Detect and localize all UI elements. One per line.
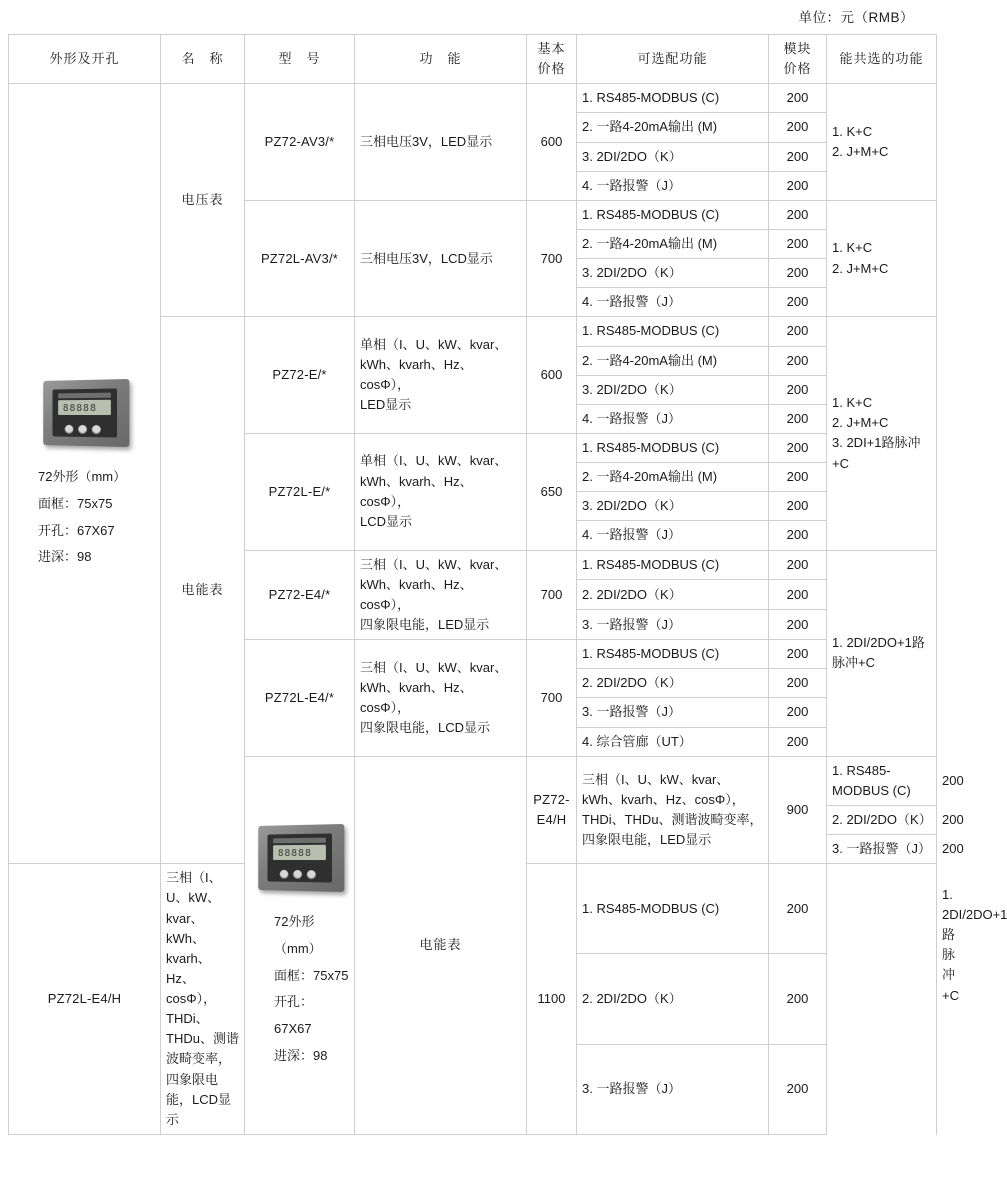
product-price-table xyxy=(8,34,1007,1135)
shape-spec-line: 进深：98 xyxy=(38,549,92,565)
combo-line: 1. 2DI/2DO+1路 xyxy=(832,634,925,650)
option-label: 1. RS485-MODBUS (C) xyxy=(577,433,769,462)
function-pz72l-e4-h xyxy=(161,864,245,1135)
table-row: 88888 72外形（mm） 面框：75x75 开孔：67X67 进深：98 电能表 PZ72-E4/H 三相（I、U、kW、kvar、 kWh、kvarh、Hz、cosΦ）， THDi、THDu、测谐波畸变率， 四象限电能，LED显示 900 1. RS485-MODBUS (C) 200 1. 2DI/2DO+1路 脉冲+C xyxy=(9,756,937,805)
option-price: 200 xyxy=(769,142,827,171)
option-price: 200 xyxy=(769,200,827,229)
option-price: 200 xyxy=(769,640,827,669)
shape-spec-list-b xyxy=(250,909,349,1069)
col-header-base-price xyxy=(527,35,577,84)
option-label: 3. 2DI/2DO（K） xyxy=(577,375,769,404)
shape-cell-72-b xyxy=(245,756,355,1134)
table-row: 3. 一路报警（J） 200 xyxy=(9,835,937,864)
option-label: 4. 综合管廊（UT） xyxy=(577,727,769,756)
option-price: 200 xyxy=(769,375,827,404)
option-label: 2. 2DI/2DO（K） xyxy=(577,954,769,1044)
model-pz72-av3: PZ72-AV3/* xyxy=(245,84,355,201)
combo-line: 1. K+C xyxy=(832,395,873,411)
shape-spec-line: 开孔：67X67 xyxy=(38,522,115,538)
table-row xyxy=(9,84,937,113)
model-pz72-e: PZ72-E/* xyxy=(245,317,355,434)
function-line: 三相（I、U、kW、kvar、 xyxy=(582,771,730,787)
combo-line: 2. J+M+C xyxy=(832,260,889,276)
option-label: 1. RS485-MODBUS (C) xyxy=(577,84,769,113)
shape-spec-line: 面框：75x75 xyxy=(274,967,349,983)
function-line: 三相电压3V，LED显示 xyxy=(360,133,493,149)
combo-line: 2. J+M+C xyxy=(832,144,889,160)
table-header-row xyxy=(9,35,937,84)
option-price: 200 xyxy=(769,404,827,433)
col-header-name: 名 称 xyxy=(161,35,245,84)
option-price: 200 xyxy=(769,84,827,113)
combo-line: 1. K+C xyxy=(832,240,873,256)
option-price: 200 xyxy=(769,492,827,521)
model-pz72l-e: PZ72L-E/* xyxy=(245,433,355,550)
combo-energy-group-2 xyxy=(827,550,937,756)
option-price: 200 xyxy=(769,259,827,288)
col-header-shape: 外形及开孔 xyxy=(9,35,161,84)
function-line: kWh、kvarh、Hz、cosΦ）， xyxy=(166,930,217,1007)
col-header-base-price-line2: 价格 xyxy=(537,61,566,77)
option-label: 3. 一路报警（J） xyxy=(577,610,769,640)
function-line: 三相电压3V，LCD显示 xyxy=(360,250,493,266)
function-line: 四象限电能，LCD显示 xyxy=(360,720,491,736)
option-label: 3. 一路报警（J） xyxy=(577,698,769,727)
option-price: 200 xyxy=(769,698,827,727)
option-price: 200 xyxy=(769,463,827,492)
col-header-module-price xyxy=(769,35,827,84)
group-name-energy-2: 电能表 xyxy=(355,756,527,1134)
function-line: LED显示 xyxy=(360,397,412,413)
option-price: 200 xyxy=(769,1044,827,1134)
function-line: kWh、kvarh、Hz、cosΦ）， xyxy=(360,357,473,393)
option-price: 200 xyxy=(769,317,827,346)
option-label: 2. 2DI/2DO（K） xyxy=(577,669,769,698)
option-price: 200 xyxy=(769,433,827,462)
function-line: kWh、kvarh、Hz、cosΦ）， xyxy=(360,576,473,612)
option-label: 4. 一路报警（J） xyxy=(577,288,769,317)
base-price-pz72-e: 600 xyxy=(527,317,577,434)
function-line: LCD显示 xyxy=(360,513,413,529)
col-header-module-price-line2: 价格 xyxy=(783,61,812,77)
function-pz72l-av3 xyxy=(355,200,527,317)
option-label: 1. RS485-MODBUS (C) xyxy=(577,640,769,669)
option-price: 200 xyxy=(769,229,827,258)
col-header-model: 型 号 xyxy=(245,35,355,84)
option-label: 2. 一路4-20mA输出 (M) xyxy=(577,346,769,375)
option-label: 3. 2DI/2DO（K） xyxy=(577,142,769,171)
function-line: 单相（I、U、kW、kvar、 xyxy=(360,336,508,352)
col-header-base-price-line1: 基本 xyxy=(537,41,566,56)
option-price: 200 xyxy=(769,954,827,1044)
option-label: 2. 2DI/2DO（K） xyxy=(577,580,769,610)
option-price: 200 xyxy=(769,864,827,954)
option-label: 3. 一路报警（J） xyxy=(577,1044,769,1134)
option-label: 4. 一路报警（J） xyxy=(577,404,769,433)
base-price-pz72l-e4: 700 xyxy=(527,640,577,757)
option-price: 200 xyxy=(769,580,827,610)
combo-line: 3. 2DI+1路脉冲+C xyxy=(832,435,921,471)
function-line: 单相（I、U、kW、kvar、 xyxy=(360,453,508,469)
option-label: 3. 一路报警（J） xyxy=(827,835,937,864)
function-line: 三相（I、U、kW、kvar、 xyxy=(360,659,508,675)
function-line: kWh、kvarh、Hz、cosΦ）， xyxy=(582,791,745,807)
model-pz72-e4: PZ72-E4/* xyxy=(245,550,355,640)
option-label: 1. RS485-MODBUS (C) xyxy=(577,550,769,580)
option-label: 1. RS485-MODBUS (C) xyxy=(577,864,769,954)
base-price-pz72l-e4-h: 1100 xyxy=(527,864,577,1135)
function-pz72-e xyxy=(355,317,527,434)
combo-line: 2. J+M+C xyxy=(832,415,889,431)
option-label: 4. 一路报警（J） xyxy=(577,171,769,200)
option-price: 200 xyxy=(769,113,827,142)
function-line: THDi、THDu、测谐波畸变率， xyxy=(582,811,763,827)
model-pz72-e4-h: PZ72-E4/H xyxy=(527,756,577,864)
shape-spec-line: 开孔：67X67 xyxy=(274,994,314,1036)
col-header-module-price-line1: 模块 xyxy=(783,41,812,56)
option-price: 200 xyxy=(769,669,827,698)
option-price: 200 xyxy=(769,171,827,200)
col-header-function: 功 能 xyxy=(355,35,527,84)
shape-spec-line: 进深：98 xyxy=(274,1047,328,1063)
base-price-pz72-av3: 600 xyxy=(527,84,577,201)
option-label: 2. 一路4-20mA输出 (M) xyxy=(577,229,769,258)
function-line: 四象限电能，LED显示 xyxy=(360,616,490,632)
col-header-combo: 能共选的功能 xyxy=(827,35,937,84)
function-line: 三相（I、U、kW、kvar、 xyxy=(166,870,222,926)
shape-cell-72-a xyxy=(9,84,161,864)
base-price-pz72-e4-h: 900 xyxy=(769,756,827,864)
base-price-pz72l-av3: 700 xyxy=(527,200,577,317)
model-pz72l-e4: PZ72L-E4/* xyxy=(245,640,355,757)
table-row: 2. 2DI/2DO（K） 200 xyxy=(9,805,937,834)
model-pz72l-e4-h: PZ72L-E4/H xyxy=(9,864,161,1135)
combo-pz72-av3 xyxy=(827,84,937,201)
option-price: 200 xyxy=(769,727,827,756)
group-name-energy: 电能表 xyxy=(161,317,245,864)
model-pz72l-av3: PZ72L-AV3/* xyxy=(245,200,355,317)
function-pz72l-e4 xyxy=(355,640,527,757)
combo-line: 1. K+C xyxy=(832,123,873,139)
option-label: 3. 2DI/2DO（K） xyxy=(577,492,769,521)
shape-spec-list-a xyxy=(14,464,155,571)
option-label: 2. 2DI/2DO（K） xyxy=(827,805,937,834)
function-pz72-av3 xyxy=(355,84,527,201)
function-pz72l-e xyxy=(355,433,527,550)
option-price: 200 xyxy=(769,550,827,580)
option-label: 4. 一路报警（J） xyxy=(577,521,769,550)
combo-line: 脉冲+C xyxy=(832,655,875,671)
function-pz72-e4 xyxy=(355,550,527,640)
option-label: 3. 2DI/2DO（K） xyxy=(577,259,769,288)
option-price: 200 xyxy=(769,288,827,317)
function-line: 四象限电能，LCD显示 xyxy=(166,1071,232,1127)
option-price: 200 xyxy=(769,346,827,375)
function-line: kWh、kvarh、Hz、cosΦ）， xyxy=(360,473,473,509)
option-label: 1. RS485-MODBUS (C) xyxy=(827,756,937,805)
combo-pz72l-av3 xyxy=(827,200,937,317)
col-header-optional: 可选配功能 xyxy=(577,35,769,84)
shape-spec-line: 面框：75x75 xyxy=(38,496,113,512)
meter-photo-icon xyxy=(252,821,348,895)
meter-photo-icon xyxy=(37,376,133,450)
shape-spec-line: 72外形（mm） xyxy=(38,469,127,485)
function-line: kWh、kvarh、Hz、cosΦ）， xyxy=(360,679,473,715)
group-name-voltage: 电压表 xyxy=(161,84,245,317)
function-pz72-e4-h xyxy=(577,756,769,864)
unit-note: 单位：元（RMB） xyxy=(798,10,914,25)
option-label: 1. RS485-MODBUS (C) xyxy=(577,317,769,346)
option-price: 200 xyxy=(769,521,827,550)
function-line: 三相（I、U、kW、kvar、 xyxy=(360,556,508,572)
shape-spec-line: 72外形（mm） xyxy=(274,914,322,957)
base-price-pz72-e4: 700 xyxy=(527,550,577,640)
option-label: 1. RS485-MODBUS (C) xyxy=(577,200,769,229)
option-price: 200 xyxy=(769,610,827,640)
option-label: 2. 一路4-20mA输出 (M) xyxy=(577,113,769,142)
base-price-pz72l-e: 650 xyxy=(527,433,577,550)
function-line: THDi、THDu、测谐波畸变率， xyxy=(166,1011,239,1067)
function-line: 四象限电能，LED显示 xyxy=(582,832,712,848)
option-label: 2. 一路4-20mA输出 (M) xyxy=(577,463,769,492)
combo-energy-group-1 xyxy=(827,317,937,550)
